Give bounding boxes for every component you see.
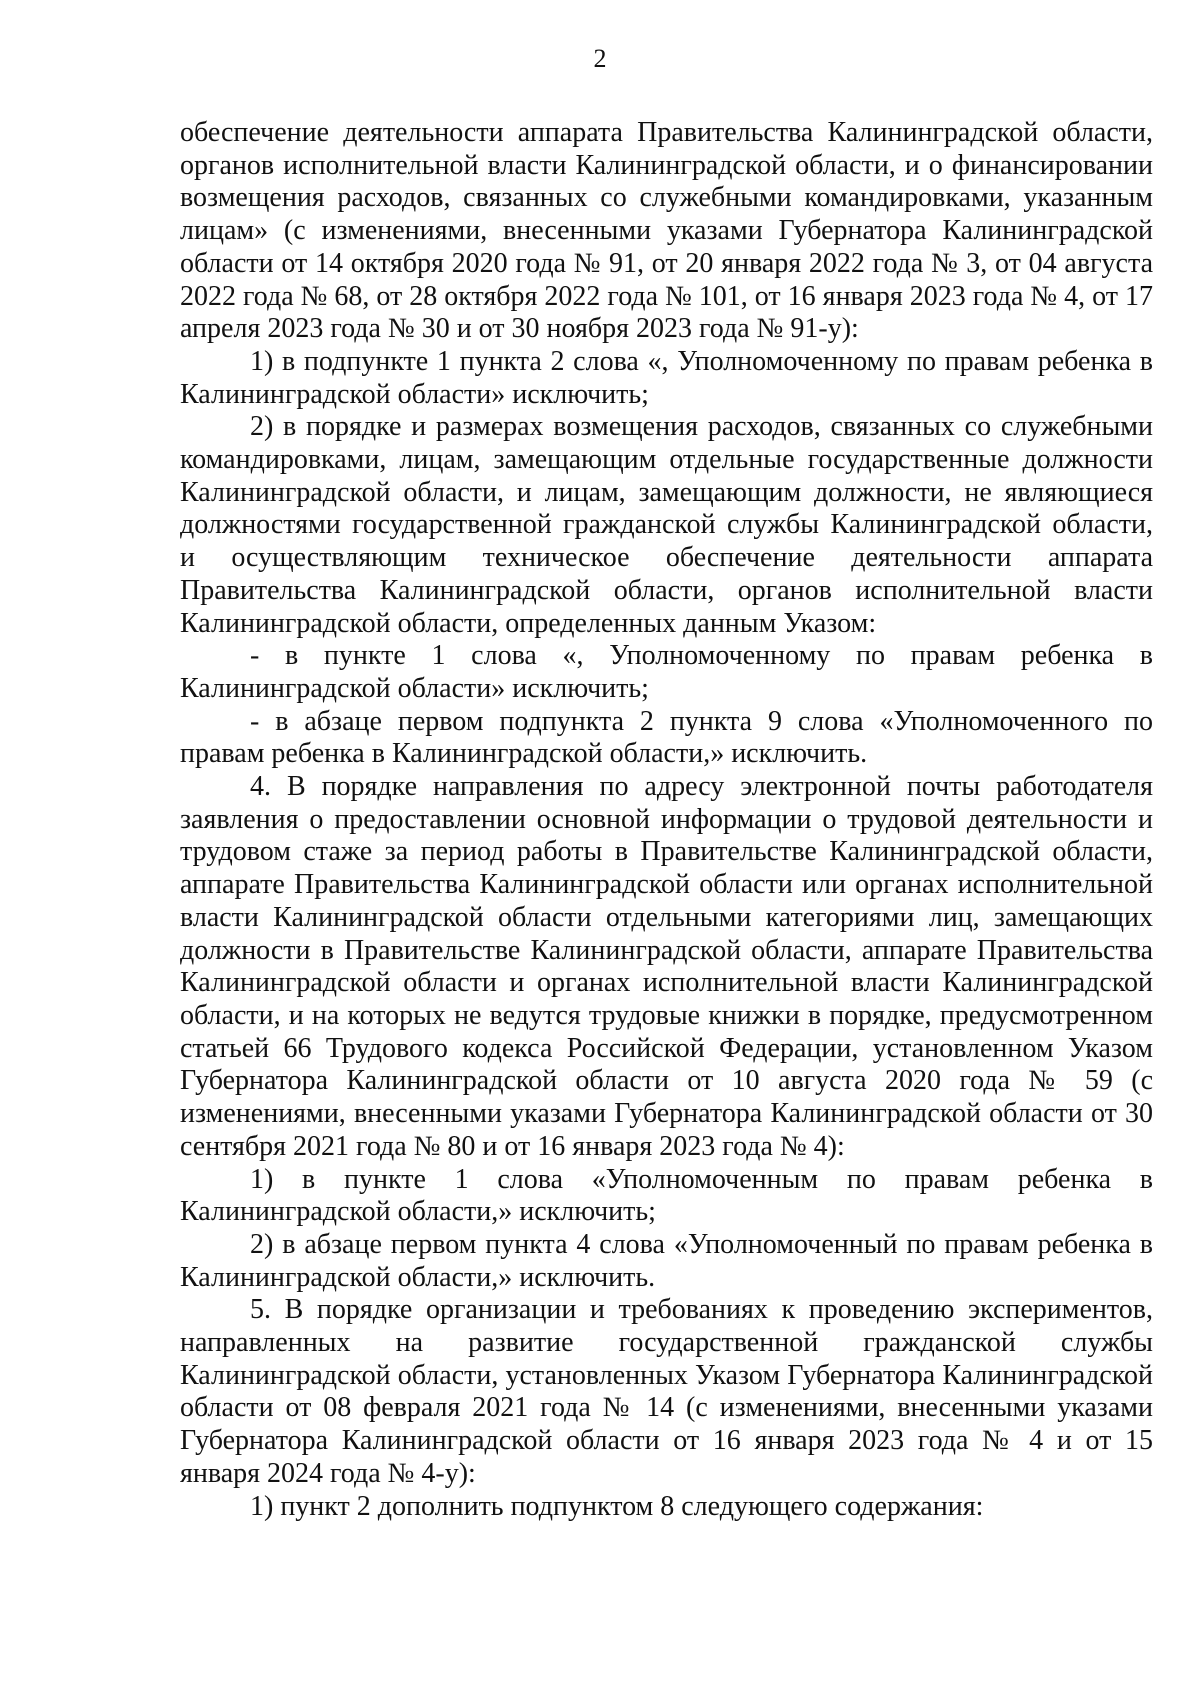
list-item-4-2: 2) в абзаце первом пункта 4 слова «Уполномоченный по правам ребенка в Калининградской области,» исключить.	[180, 1228, 1153, 1293]
list-item-4-1: 1) в пункте 1 слова «Уполномоченным по правам ребенка в Калининградской области,» исключить;	[180, 1163, 1153, 1228]
paragraph-5: 5. В порядке организации и требованиях к проведению экспериментов, направленных на развитие государственной гражданской службы Калининградской области, установленных Указом Губернатора Калининградской области от 08 февраля 2021 года № 14 (с изменениями, внесенными указами Губернатора Калининградской области от 16 января 2023 года № 4 и от 15 января 2024 года № 4-у):	[180, 1294, 1153, 1489]
list-item-5-1: 1) пункт 2 дополнить подпунктом 8 следующего содержания:	[250, 1490, 984, 1522]
dash-item-3-2-1: - в пункте 1 слова «, Уполномоченному по правам ребенка в Калининградской области» исключить;	[180, 640, 1153, 704]
document-body	[180, 117, 1153, 1523]
page-number: 2	[593, 44, 607, 73]
paragraph-4: 4. В порядке направления по адресу электронной почты работодателя заявления о предоставлении основной информации о трудовой деятельности и трудовом стаже за период работы в Правительстве Калининградской области, аппарате Правительства Калининградской области или органах исполнительной власти Калининградской области отдельными категориями лиц, замещающих должности в Правительстве Калининградской области, аппарате Правительства Калининградской области и органах исполнительной власти Калининградской области, и на которых не ведутся трудовые книжки в порядке, предусмотренном статьей 66 Трудового кодекса Российской Федерации, установленном Указом Губернатора Калининградской области от 10 августа 2020 года № 59 (с изменениями, внесенными указами Губернатора Калининградской области от 30 сентября 2021 года № 80 и от 16 января 2023 года № 4):	[180, 771, 1153, 1162]
paragraph-continuation: обеспечение деятельности аппарата Правительства Калининградской области, органов исполнительной власти Калининградской области, и о финансировании возмещения расходов, связанных со служебными командировками, указанным лицам» (с изменениями, внесенными указами Губернатора Калининградской области от 14 октября 2020 года № 91, от 20 января 2022 года № 3, от 04 августа 2022 года № 68, от 28 октября 2022 года № 101, от 16 января 2023 года № 4, от 17 апреля 2023 года № 30 и от 30 ноября 2023 года № 91-у):	[180, 117, 1153, 345]
list-item-3-1: 1) в подпункте 1 пункта 2 слова «, Уполномоченному по правам ребенка в Калининградской области» исключить;	[180, 345, 1153, 410]
dash-item-3-2-2: - в абзаце первом подпункта 2 пункта 9 слова «Уполномоченного по правам ребенка в Калининградской области,» исключить.	[180, 705, 1153, 770]
list-item-3-2: 2) в порядке и размерах возмещения расходов, связанных со служебными командировками, лицам, замещающим отдельные государственные должности Калининградской области, и лицам, замещающим должности, не являющиеся должностями государственной гражданской службы Калининградской области, и осуществляющим техническое обеспечение деятельности аппарата Правительства Калининградской области, органов исполнительной власти Калининградской области, определенных данным Указом:	[180, 411, 1153, 639]
